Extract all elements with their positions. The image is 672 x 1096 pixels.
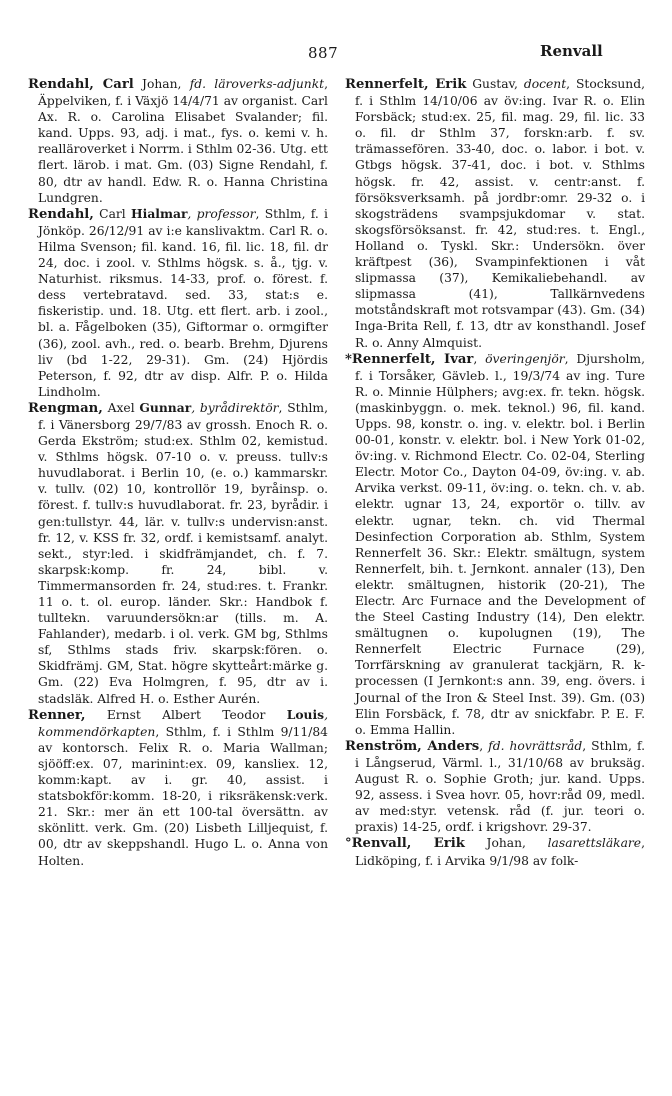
- entry-headword: *Rennerfelt, Ivar: [345, 351, 474, 367]
- running-head: Renvall: [540, 42, 603, 60]
- entry-body: , Sthlm, f. i Jönköp. 26/12/91 av i:e kanslivaktm. Carl R. o. Hilma Svenson; fil. kand. 16, fil. lic. 18, fil. dr 24, doc. i zool. v. Sthlms högsk. s. å., tjg. v. Naturhist. riksmus. 14-33, prof. o. förest. f. dess vertebratavd. sed. 33, stat:s e. fiskeristip. und. 18. Utg. ett flert. arb. i zool., bl. a. Fågelboken (35), Giftormar o. ormgifter (36), zool. avh., red. o. bearb. Brehm, Djurens liv (bd 1-22, 29-31). Gm. (24) Hjördis Peterson, f. 92, dtr av disp. Alfr. P. o. Hilda Lindholm.: [38, 206, 328, 399]
- left-column: [28, 76, 328, 869]
- entry-body: , Djursholm, f. i Torsåker, Gävleb. l., 19/3/74 av ing. Ture R. o. Minnie Hülphers; avg:ex. fr. tekn. högsk. (maskinbyggn. o. mek. teknol.) 96, fil. kand. Upps. 98, konstr. o. ing. v. elektr. bol. i Berlin 00-01, konstr. v. elektr. bol. i New York 01-02, öv:ing. v. Richmond Electr. Co. 02-04, Sterling Electr. Motor Co., Dayton 04-09, öv:ing. v. ab. Arvika verkst. 09-11, öv:ing. o. tekn. ch. v. ab. elektr. ugnar 13, 24, exportör o. tillv. av elektr. ugnar, tekn. ch. vid Thermal Desinfection Corporation ab. Sthlm, System Rennerfelt 36. Skr.: Elektr. smältugn, system Rennerfelt, bih. t. Jernkont. annaler (13), Den elektr. smältugnen, historik (20-21), The Electr. Arc Furnace and the Development of the Steel Casting Industry (14), Den elektr. smältugnen o. kupolugnen (19), The Rennerfelt Electric Furnace (29), Torrfärskning av granulerat tackjärn, R. k-processen (I Jernkont:s ann. 39, eng. övers. i Journal of the Iron & Steel Inst. 39). Gm. (03) Elin Forsbäck, f. 78, dtr av snickfabr. P. E. F. o. Emma Hallin.: [355, 351, 645, 737]
- entry-title: fd. läroverks-adjunkt: [189, 77, 325, 91]
- entry-given-names: Gustav,: [466, 77, 524, 91]
- entry: [345, 738, 645, 836]
- entry-headword: Rennerfelt, Erik: [345, 77, 467, 92]
- entry-title: , kommendörkapten: [38, 707, 328, 739]
- entry-headword: Rendahl, Carl: [28, 77, 134, 92]
- entry-headword: Rendahl,: [28, 206, 94, 222]
- entry-body: , Sthlm, f. i Vänersborg 29/7/83 av grossh. Enoch R. o. Gerda Ekström; stud:ex. Sthlm 02, kemistud. v. Sthlms högsk. 07-10 o. v. preuss. tullv:s huvudlaborat. i Berlin 10, (e. o.) kammarskr. v. tullv. (02) 10, kontrollör 19, byråinsp. o. förest. f. tullv:s huvudlaborat. fr. 23, byrådir. i gen:tullstyr. 44, lär. v. tullv:s undervisn:anst. fr. 12, v. KSS fr. 32, ordf. i kemistsamf. analyt. sekt., styr:led. i skidfrämjandet, ch. f. 7. skarpsk:komp. fr. 24, bibl. v. Timmermansorden fr. 24, stud:res. t. Frankr. 11 o. t. ol. europ. länder. Skr.: Handbok f. tulltekn. varuundersökn:ar (tills. m. A. Fahlander), medarb. i ol. verk. GM bg, Sthlms sf, Sthlms stads friv. skarpsk:fören. o. Skidfrämj. GM, Stat. högre skytteårt:märke g. Gm. (22) Eva Holmgren, f. 95, dtr av i. stadsläk. Alfred H. o. Esther Aurén.: [38, 400, 328, 706]
- entry-headword: Renner,: [28, 707, 86, 723]
- entry-given-names: ,: [473, 351, 486, 366]
- entry-given-names: Johan,: [133, 77, 190, 91]
- entry-body: , Sthlm, f. i Sthlm 9/11/84 av kontorsch. Felix R. o. Maria Wallman; sjööff:ex. 07, marinint:ex. 09, kansliex. 12, komm:kapt. av i. gr. 40, assist. i statsbokför:komm. 18-20, i riksräkensk:verk. 21. Skr.: mer än ett 100-tal översättn. av skönlitt. verk. Gm. (20) Lisbeth Lilljequist, f. 00, dtr av skeppshandl. Hugo L. o. Anna von Holten.: [38, 724, 328, 868]
- entry-body: , Lidköping, f. i Arvika 9/1/98 av folk-: [355, 836, 646, 868]
- entry: [28, 206, 328, 400]
- entry-title: överingenjör: [485, 351, 565, 366]
- entry: [28, 400, 328, 707]
- entry-given-names: Ernst Albert Teodor: [85, 707, 287, 722]
- entry-first-name: Gunnar: [139, 399, 192, 415]
- entry-title: lasarettsläkare: [547, 836, 642, 851]
- entry-given-names: Axel: [102, 400, 140, 415]
- page-number: 887: [308, 44, 339, 62]
- entry-headword: Rengman,: [28, 400, 103, 416]
- entry-title: , professor: [187, 206, 256, 221]
- right-column: [345, 76, 645, 869]
- entry-title: docent: [523, 77, 567, 91]
- entry-given-names: Carl: [93, 206, 132, 221]
- entry-given-names: ,: [479, 738, 489, 753]
- entry-title: , byrådirektör: [191, 400, 279, 415]
- entry-title: fd. hovrättsråd: [488, 738, 583, 753]
- entry: [345, 76, 645, 351]
- entry: [28, 76, 328, 206]
- entry-body: , Äppelviken, f. i Växjö 14/4/71 av organist. Carl Ax. R. o. Carolina Elisabet Svalander; fil. kand. Upps. 93, adj. i mat., fys. o. kemi v. h. realläroverket i Norrm. i Sthlm 02-36. Utg. ett flert. lärob. i mat. Gm. (03) Signe Rendahl, f. 80, dtr av handl. Edw. R. o. Hanna Christina Lundgren.: [38, 77, 329, 205]
- entry-given-names: Johan,: [464, 836, 548, 851]
- entry: [345, 835, 645, 868]
- entry-first-name: Louis: [286, 706, 325, 722]
- entry-headword: Renström, Anders: [345, 738, 480, 754]
- entry-headword: °Renvall, Erik: [345, 836, 465, 852]
- entry-body: , Stocksund, f. i Sthlm 14/10/06 av öv:ing. Ivar R. o. Elin Forsbäck; stud:ex. 25, fil. mag. 29, fil. lic. 33 o. fil. dr Sthlm 37, forskn:arb. f. sv. trämassefören. 33-40, doc. o. labor. i bot. v. Gtbgs högsk. 37-41, doc. i bot. v. Sthlms högsk. fr. 42, assist. v. centr:anst. f. försöksverksamh. på jordbr:omr. 29-32 o. i skogsträdens svampsjukdomar v. stat. skogsförsöksanst. fr. 42, stud:res. t. Engl., Holland o. Tyskl. Skr.: Undersökn. över kräftpest (36), Svampinfektionen i våt slipmassa (37), Kemikaliebehandl. av slipmassa (41), Tallkärnvedens motståndskraft mot rotsvampar (43). Gm. (34) Inga-Brita Rell, f. 13, dtr av konsthandl. Josef R. o. Anny Almquist.: [355, 77, 646, 350]
- entry-body: , Sthlm, f. i Långserud, Värml. l., 31/10/68 av bruksäg. August R. o. Sophie Groth; jur. kand. Upps. 92, assess. i Svea hovr. 05, hovr:råd 09, medl. av med:styr. vetensk. råd (f. jur. teori o. praxis) 14-25, ordf. i krigshovr. 29-37.: [355, 738, 645, 835]
- entry: [28, 707, 328, 869]
- entry: [345, 351, 645, 738]
- entry-first-name: Hialmar: [131, 205, 188, 221]
